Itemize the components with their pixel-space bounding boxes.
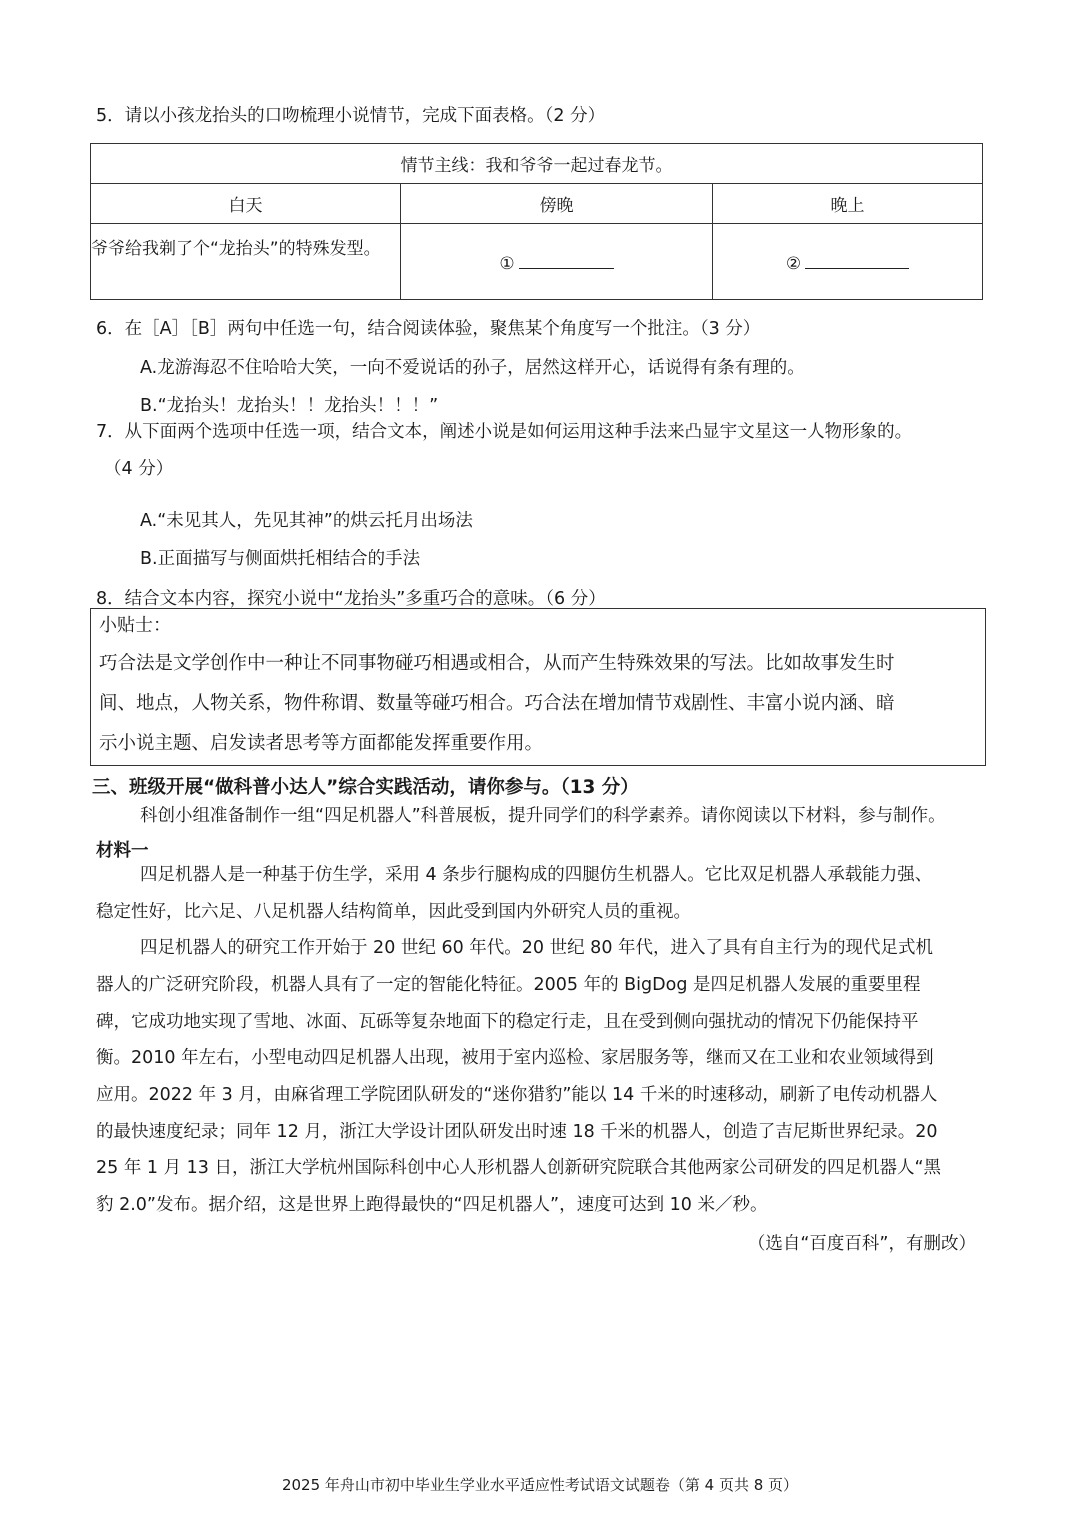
q6-option-b: B.“龙抬头！龙抬头！！龙抬头！！！”	[140, 396, 439, 416]
q7-option-a: A.“未见其人，先见其神”的烘云托月出场法	[140, 511, 473, 531]
tip-box	[90, 608, 986, 766]
q6-option-a: A.龙游海忍不住哈哈大笑，一向不爱说话的孙子，居然这样开心，话说得有条有理的。	[140, 358, 805, 378]
material-label: 材料一	[96, 841, 149, 861]
section-3-intro: 科创小组准备制作一组“四足机器人”科普展板，提升同学们的科学素养。请你阅读以下材料，参与制作。	[140, 806, 946, 826]
q5-stem: 5．请以小孩龙抬头的口吻梳理小说情节，完成下面表格。（2 分）	[96, 106, 606, 126]
blank-1-marker: ①	[499, 253, 515, 274]
para2-line-3: 碑，它成功地实现了雪地、冰面、瓦砾等复杂地面下的稳定行走，且在受到侧向强扰动的情况下仍能保持平	[96, 1012, 919, 1032]
tip-line-1: 巧合法是文学创作中一种让不同事物碰巧相遇或相合，从而产生特殊效果的写法。比如故事发生时	[99, 653, 895, 674]
blank-2-cell[interactable]	[713, 224, 983, 300]
blank-2-marker: ②	[785, 253, 802, 274]
tip-line-2: 间、地点，人物关系，物件称谓、数量等碰巧相合。巧合法在增加情节戏剧性、丰富小说内涵、暗	[99, 693, 895, 714]
day-content: 爷爷给我剃了个“龙抬头”的特殊发型。	[91, 224, 401, 300]
para1-line-2: 稳定性好，比六足、八足机器人结构简单，因此受到国内外研究人员的重视。	[96, 902, 691, 922]
blank-1-line[interactable]	[519, 250, 614, 269]
tip-line-3: 示小说主题、启发读者思考等方面都能发挥重要作用。	[99, 733, 544, 754]
para2-line-6: 的最快速度纪录；同年 12 月，浙江大学设计团队研发出时速 18 千米的机器人，创造了吉尼斯世界纪录。20	[96, 1122, 938, 1142]
section-3-title: 三、班级开展“做科普小达人”综合实践活动，请你参与。（13 分）	[92, 777, 639, 798]
q7-stem-line2: （4 分）	[104, 459, 174, 479]
plot-mainline: 情节主线：我和爷爷一起过春龙节。	[91, 144, 983, 184]
q8-stem: 8．结合文本内容，探究小说中“龙抬头”多重巧合的意味。（6 分）	[96, 589, 606, 609]
header-day: 白天	[91, 184, 401, 224]
blank-2-line[interactable]	[805, 250, 909, 269]
source-note: （选自“百度百科”，有删改）	[747, 1234, 976, 1254]
para1-line-1: 四足机器人是一种基于仿生学，采用 4 条步行腿构成的四腿仿生机器人。它比双足机器人承载能力强、	[140, 865, 933, 885]
page-footer: 2025 年舟山市初中毕业生学业水平适应性考试语文试题卷（第 4 页共 8 页）	[281, 1476, 799, 1494]
header-night: 晚上	[713, 184, 983, 224]
q7-option-b: B.正面描写与侧面烘托相结合的手法	[140, 549, 421, 569]
para2-line-7: 25 年 1 月 13 日，浙江大学杭州国际科创中心人形机器人创新研究院联合其他两家公司研发的四足机器人“黑	[96, 1158, 942, 1178]
plot-table	[90, 143, 983, 300]
q7-stem-line1: 7．从下面两个选项中任选一项，结合文本，阐述小说是如何运用这种手法来凸显宇文星这一人物形象的。	[96, 422, 913, 442]
blank-1-cell[interactable]	[401, 224, 713, 300]
para2-line-5: 应用。2022 年 3 月，由麻省理工学院团队研发的“迷你猎豹”能以 14 千米的时速移动，刷新了电传动机器人	[96, 1085, 938, 1105]
para2-line-2: 器人的广泛研究阶段，机器人具有了一定的智能化特征。2005 年的 BigDog 是四足机器人发展的重要里程	[96, 975, 921, 995]
tip-title: 小贴士：	[99, 615, 171, 636]
q6-stem: 6．在［A］［B］两句中任选一句，结合阅读体验，聚焦某个角度写一个批注。（3 分）	[96, 319, 761, 339]
para2-line-8: 豹 2.0”发布。据介绍，这是世界上跑得最快的“四足机器人”，速度可达到 10 米／秒。	[96, 1195, 768, 1215]
para2-line-1: 四足机器人的研究工作开始于 20 世纪 60 年代。20 世纪 80 年代，进入了具有自主行为的现代足式机	[140, 938, 934, 958]
para2-line-4: 衡。2010 年左右，小型电动四足机器人出现，被用于室内巡检、家居服务等，继而又在工业和农业领域得到	[96, 1048, 934, 1068]
header-dusk: 傍晚	[401, 184, 713, 224]
